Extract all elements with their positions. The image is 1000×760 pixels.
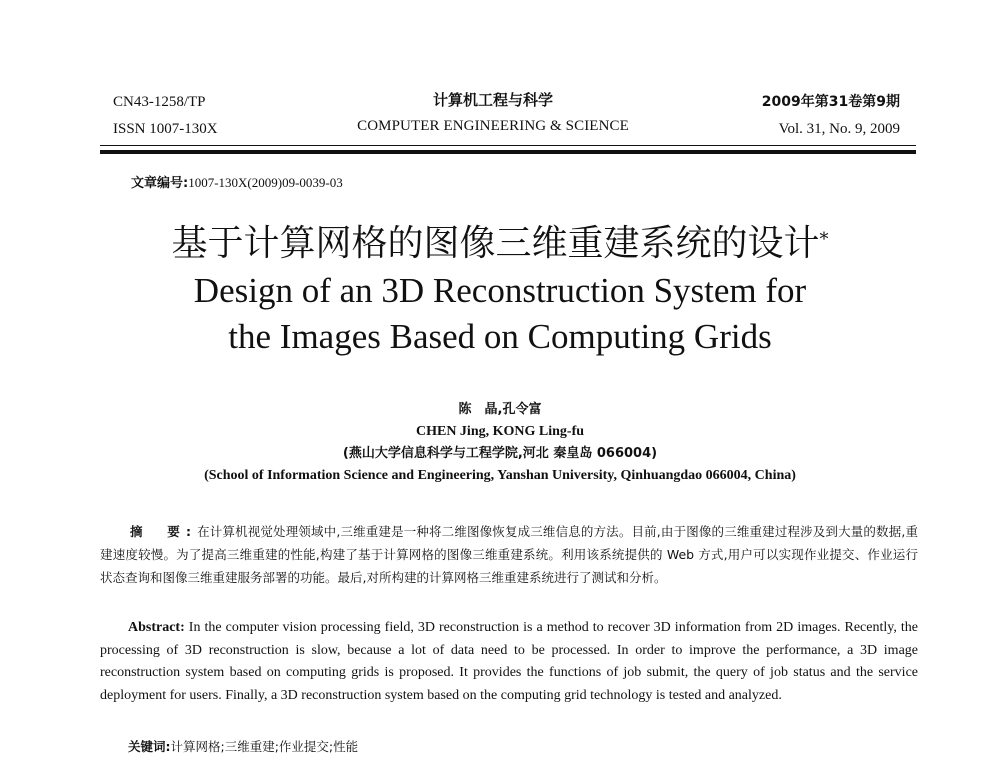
journal-codes	[113, 93, 218, 138]
abstract-cn-label: 摘 要:	[130, 524, 197, 539]
abstract-en-text: In the computer vision processing field, 3D reconstruction is a method to recover 3D information from 2D images. Recently, the processing of 3D reconstruction is slow, because a lot of data need to be processed. In order to improve the performance, a 3D image reconstruction system based on computing grids is proposed. It provides the functions of job submit, the query of job status and the service deployment for users. Finally, a 3D reconstruction system based on the computing grid technology is tested and analyzed.	[100, 620, 918, 703]
abstract-cn	[100, 520, 918, 589]
affiliation-cn: (燕山大学信息科学与工程学院,河北 秦皇岛 066004)	[342, 446, 658, 461]
issn: ISSN 1007-130X	[113, 121, 218, 137]
title-footnote-mark: *	[819, 229, 829, 250]
authors-cn: 陈 晶,孔令富	[458, 402, 542, 417]
abstract-cn-text: 在计算机视觉处理领域中,三维重建是一种将二维图像恢复成三维信息的方法。目前,由于图像的三维重建过程涉及到大量的数据,重建速度较慢。为了提高三维重建的性能,构建了基于计算网格的图像三维重建系统。利用该系统提供的 Web 方式,用户可以实现作业提交、作业运行状态查询和图像三维重建服务部署的功能。最后,对所构建的计算网格三维重建系统进行了测试和分析。	[100, 524, 918, 585]
journal-name	[328, 91, 658, 135]
article-number	[131, 172, 343, 191]
affiliation-en: (School of Information Science and Engineering, Yanshan University, Qinhuangdao 066004, China)	[204, 468, 796, 483]
title-cn	[0, 222, 1000, 266]
title-en	[0, 268, 1000, 360]
keywords-cn-text: 计算网格;三维重建;作业提交;性能	[170, 739, 359, 754]
abstract-en	[100, 617, 918, 707]
authors-en: CHEN Jing, KONG Ling-fu	[415, 424, 585, 439]
keywords-cn-label: 关键词:	[128, 739, 171, 754]
journal-issue	[762, 93, 900, 138]
title-cn-text: 基于计算网格的图像三维重建系统的设计	[171, 223, 820, 264]
header-rule-thick	[100, 150, 916, 154]
title-en-line1: Design of an 3D Reconstruction System for	[193, 271, 807, 310]
cn-code: CN43-1258/TP	[113, 94, 206, 110]
abstract-en-label: Abstract:	[128, 620, 185, 635]
issue-en: Vol. 31, No. 9, 2009	[778, 121, 900, 137]
header-rule-thin	[100, 145, 916, 146]
article-number-label: 文章编号:	[131, 176, 189, 191]
article-number-value: 1007-130X(2009)09-0039-03	[188, 175, 343, 190]
title-en-line2: the Images Based on Computing Grids	[228, 317, 772, 356]
journal-name-cn: 计算机工程与科学	[432, 91, 553, 109]
author-block	[0, 399, 1000, 487]
issue-cn: 2009年第31卷第9期	[761, 94, 900, 110]
keywords-cn	[128, 737, 358, 755]
journal-name-en: COMPUTER ENGINEERING & SCIENCE	[357, 118, 629, 134]
